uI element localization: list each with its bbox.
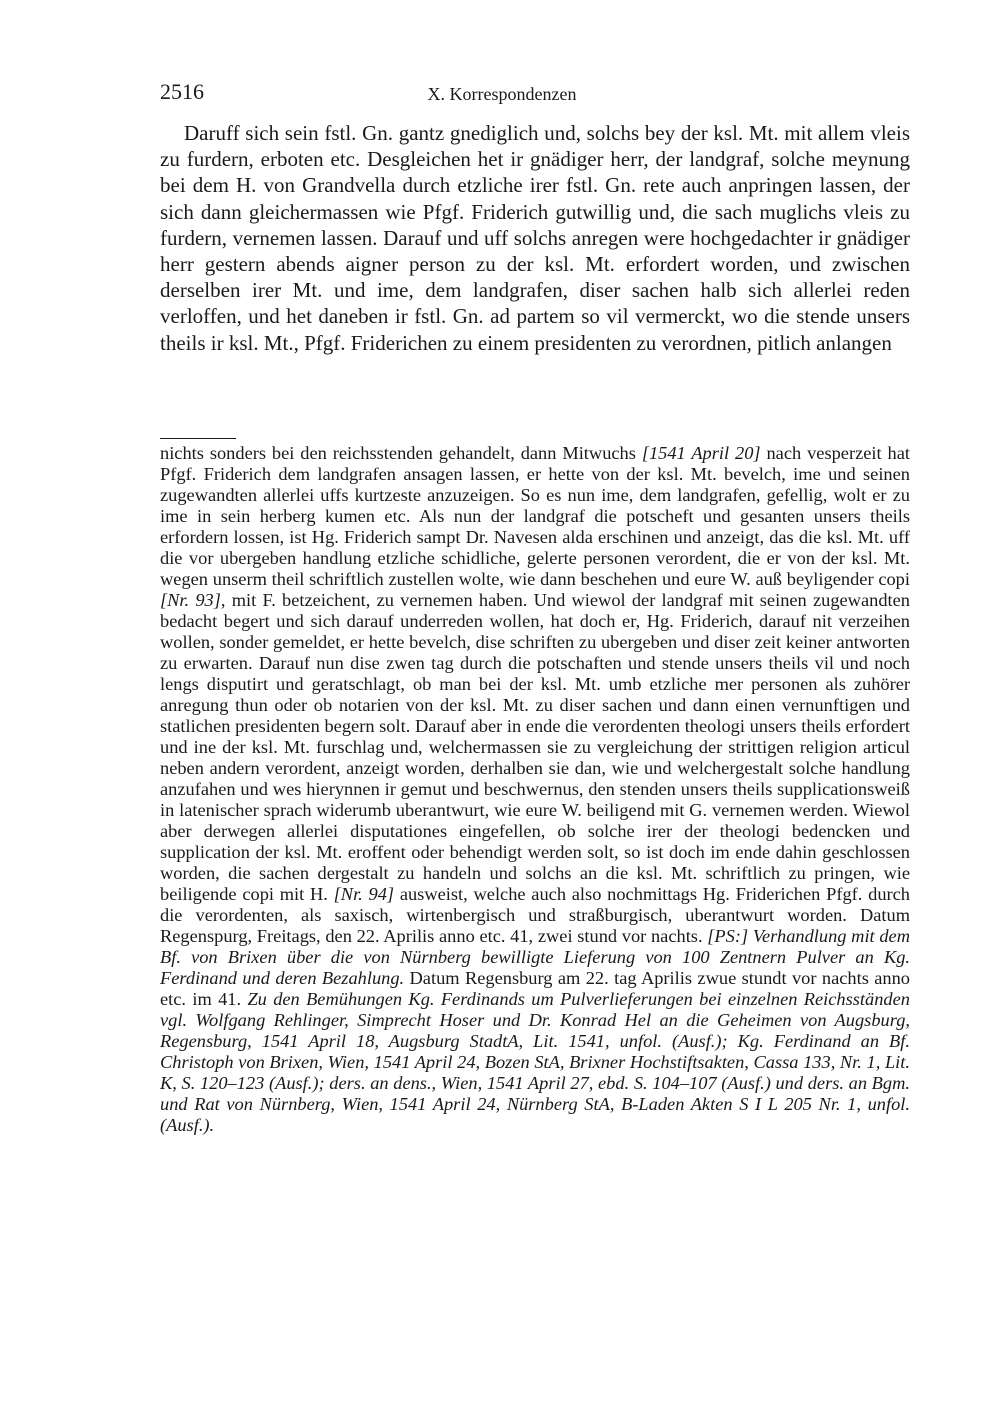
running-head: X. Korrespondenzen	[427, 84, 577, 104]
footnote-text: nichts sonders bei den reichsstenden gehandelt, dann Mitwuchs	[160, 443, 642, 463]
footnote-text: ausweist, welche auch also nochmittags Hg. Friderichen Pfgf. durch die verordenten, als saxisch, wirtenbergisch und straßburgisch, uberantwurt worden. Datum Regenspurg, Freitags, den 22. Aprilis anno etc. 41, zwei stund vor nachts.	[160, 884, 910, 946]
footnote-separator	[160, 438, 236, 439]
footnote-date-ref: [1541 April 20]	[641, 443, 761, 463]
footnote-text: nach vesperzeit hat Pfgf. Friderich dem landgrafen ansagen lassen, er hette von der ksl. Mt. bevelch, ime und seinen zugewandten allerlei uffs kurtzeste anzuzeigen. So es nun ime, dem landgrafen, gefellig, wolt er zu ime in sein herberg kumen etc. Als nun der landgraf die potscheft und gesanten unsers theils erfordern lossen, ist Hg. Friderich sampt Dr. Navesen alda erschinen und anzeigt, das die ksl. Mt. uff die vor ubergeben handlung etzliche schidliche, gelerte personen verordent, die er von der ksl. Mt. wegen unserm theil schriftlich zustellen wolte, wie dann beschehen und eure W. auß beyligender copi	[160, 443, 910, 589]
footnote-text: Datum Regensburg am 22. tag Aprilis zwue stundt vor nachts anno etc. im 41.	[160, 968, 910, 1009]
footnote	[160, 443, 910, 1136]
footnote-doc-ref: [Nr. 94]	[333, 884, 395, 904]
footnote-text: , mit F. betzeichent, zu vernemen haben. Und wiewol der landgraf mit seinen zugewandten bedacht begert und sich darauf underreden wollen, hat doch er, Hg. Friderich, darauf nit verzeihen wollen, sonder gemeldet, er hette bevelch, dise schriften zu ubergeben und diser zeit keiner antworten zu erwarten. Darauf nun dise zwen tag durch die potschaften und stende unsers theils vil und noch lengs disputirt und geratschlagt, ob man bei der ksl. Mt. umb etzliche mer personen als zuhörer anregung thun oder ob notarien von der ksl. Mt. zu diser sachen und dann einen vernunftigen und statlichen presidenten begern solt. Darauf aber in ende die verordenten theologi unsers theils erfordert und ine der ksl. Mt. furschlag und, welchermassen sie zu vergleichung der strittigen religion articul neben andern verordent, anzeigt worden, derhalben sie dan, wie und welchergestalt solche handlung anzufahen und wes hierynnen ir gemut und beschwernus, den stenden unsers theils supplicationsweiß in latenischer sprach widerumb uberantwurt, wie eure W. beiligend mit G. vernemen werden. Wiewol aber derwegen allerlei disputationes eingefellen, ob solche irer der theologi bedencken und supplication der ksl. Mt. eroffent oder behendigt werden solt, so ist doch im ende dahin geschlossen worden, die sachen dergestalt zu handeln und solchs an die ksl. Mt. schriftlich zu pringen, wie beiligende copi mit H.	[160, 590, 910, 904]
main-paragraph: Daruff sich sein fstl. Gn. gantz gnediglich und, solchs bey der ksl. Mt. mit allem vleis zu furdern, erboten etc. Desgleichen het ir gnädiger herr, der landgraf, solche meynung bei dem H. von Grandvella durch etzliche irer fstl. Gn. rete auch anpringen lassen, der sich dann gleichermassen wie Pfgf. Friderich gutwillig und, die sach muglichs vleis zu furdern, vernemen lassen. Darauf und uff solchs anregen were hochgedachter ir gnädiger herr gestern abends aigner person zu der ksl. Mt. erfordert worden, und zwischen derselben irer Mt. und ime, dem landgrafen, diser sachen halb sich allerlei reden verloffen, und het daneben ir fstl. Gn. ad partem so vil vermerckt, wo die stende unsers theils ir ksl. Mt., Pfgf. Friderichen zu einem presidenten zu verordnen, pitlich anlangen	[160, 121, 910, 355]
footnote-editorial-note: Zu den Bemühungen Kg. Ferdinands um Pulverlieferungen bei einzelnen Reichsständen vgl. Wolfgang Rehlinger, Simprecht Hoser und Dr. Konrad Hel an die Geheimen von Augsburg, Regensburg, 1541 April 18, Augsburg StadtA, Lit. 1541, unfol. (Ausf.); Kg. Ferdinand an Bf. Christoph von Brixen, Wien, 1541 April 24, Bozen StA, Brixner Hochstiftsakten, Cassa 133, Nr. 1, Lit. K, S. 120–123 (Ausf.); ders. an dens., Wien, 1541 April 27, ebd. S. 104–107 (Ausf.) und ders. an Bgm. und Rat von Nürnberg, Wien, 1541 April 24, Nürnberg StA, B-Laden Akten S I L 205 Nr. 1, unfol. (Ausf.).	[160, 989, 910, 1135]
footnote-postscript-summary: [PS:] Verhandlung mit dem Bf. von Brixen über die von Nürnberg bewilligte Lieferung von 100 Zentnern Pulver an Kg. Ferdinand und deren Bezahlung.	[160, 926, 910, 988]
page-number: 2516	[160, 79, 204, 104]
footnote-doc-ref: [Nr. 93]	[160, 590, 221, 610]
